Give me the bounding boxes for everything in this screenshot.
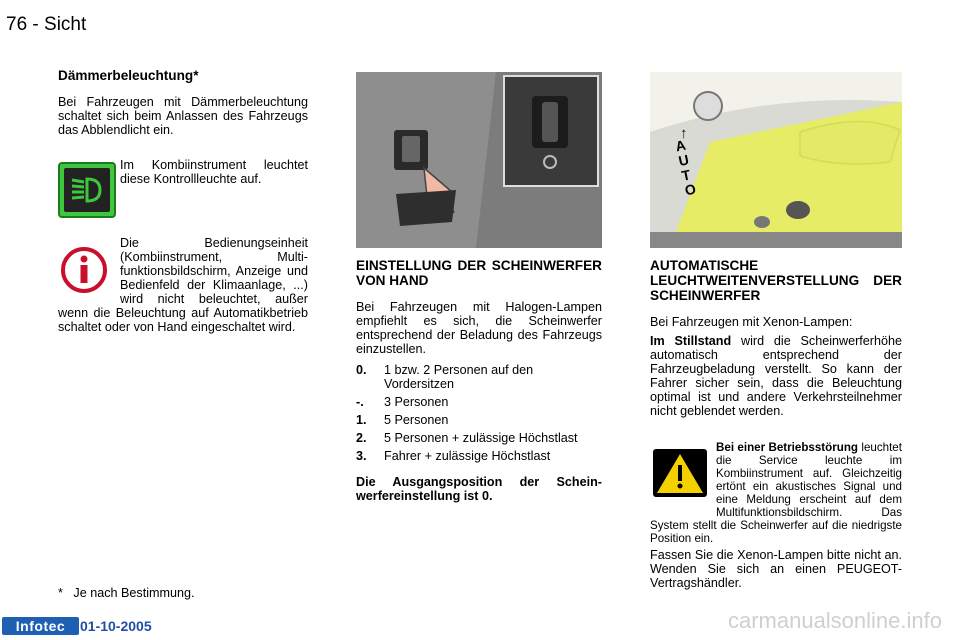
section-title: Sicht: [44, 14, 87, 35]
auto-leveling-heading: AUTOMATISCHE LEUCHTWEITENVERSTELLUNG DER SCHEINWERFER: [650, 258, 902, 303]
manual-adjust-heading: EINSTELLUNG DER SCHEINWERFER VON HAND: [356, 258, 602, 288]
fault-block: [650, 441, 902, 545]
footnote-text: Je nach Bestimmung.: [73, 586, 195, 600]
standstill-paragraph: [650, 334, 902, 418]
daemmer-heading: Dämmerbeleuchtung*: [58, 68, 199, 83]
headlamp-warning-icon: [58, 162, 116, 218]
auto-leveling-intro: Bei Fahrzeugen mit Xenon-Lampen:: [650, 315, 853, 329]
list-item: 2. 5 Personen + zulässige Höchstlast: [356, 431, 578, 445]
info-text: Die Bedienungseinheit (Kombiinstrument, Multifunktionsbildschirm, Anzeige und Bedienfeld der Klimaanlage, ...) wird nicht beleuchtet, außer wenn die Beleuchtung auf Automatikbetrieb schaltet oder von Hand eingeschaltet wird.: [58, 236, 308, 334]
list-item: 0. 1 bzw. 2 Personen auf den Vordersitzen: [356, 363, 534, 391]
fault-bold: Bei einer Betriebsstörung: [716, 441, 859, 454]
xenon-closing: Fassen Sie die Xenon-Lampen bitte nicht an. Wenden Sie sich an einen PEUGEOT-Vertragshändler.: [650, 548, 902, 590]
page-number: 76: [6, 14, 28, 35]
column-3: [650, 258, 902, 418]
auto-letter: ↑: [680, 125, 688, 142]
standstill-bold: Im Stillstand: [650, 334, 732, 348]
page-header: [6, 14, 86, 36]
lamp-text: Im Kombiinstrument leuchtet diese Kontrollleuchte auf.: [120, 158, 308, 186]
list-item: 3. Fahrer + zulässige Höchstlast: [356, 449, 551, 463]
auto-photo-label: A U T O: [673, 136, 698, 199]
car-headlamp-photo: [650, 72, 902, 248]
info-text-block: [58, 236, 308, 334]
dashboard-control-photo: [356, 72, 602, 248]
watermark: carmanualsonline.info: [727, 608, 942, 633]
standstill-text: wird die Scheinwerferhöhe automatisch entsprechend der Fahrzeugbeladung verstellt. So kann der Fahrer sicher sein, dass die Beleuchtung optimal ist und andere Verkehrsteilnehmer nicht geblendet werden.: [650, 334, 903, 418]
list-item: -. 3 Personen: [356, 395, 449, 409]
list-item: 1. 5 Personen: [356, 413, 449, 427]
header-separator: -: [32, 14, 39, 35]
manual-adjust-intro: Bei Fahrzeugen mit Halogen-Lampen empfiehlt es sich, die Scheinwerfer entsprechend der Beladung des Fahrzeugs einzustellen.: [356, 300, 602, 356]
column-1: [58, 68, 308, 137]
column-2: [356, 258, 602, 503]
infotec-logo: Infotec: [2, 617, 79, 635]
fault-text: leuchtet die Service leuchte im Kombiinstrument auf. Gleichzeitig ertönt ein akustisches Signal und eine Meldung erscheint auf dem Multifunktionsbildschirm. Das System stellt die Scheinwerfer auf die niedrigste Position ein.: [650, 441, 902, 545]
footer-date: 01-10-2005: [80, 618, 152, 634]
footnote: [58, 586, 308, 600]
footnote-mark: *: [58, 586, 63, 600]
daemmer-intro: Bei Fahrzeugen mit Dämmerbeleuchtung schaltet sich beim Anlassen des Fahrzeugs das Abblendlicht ein.: [58, 95, 308, 137]
manual-adjust-closing: Die Ausgangsposition der Scheinwerfereinstellung ist 0.: [356, 475, 602, 503]
